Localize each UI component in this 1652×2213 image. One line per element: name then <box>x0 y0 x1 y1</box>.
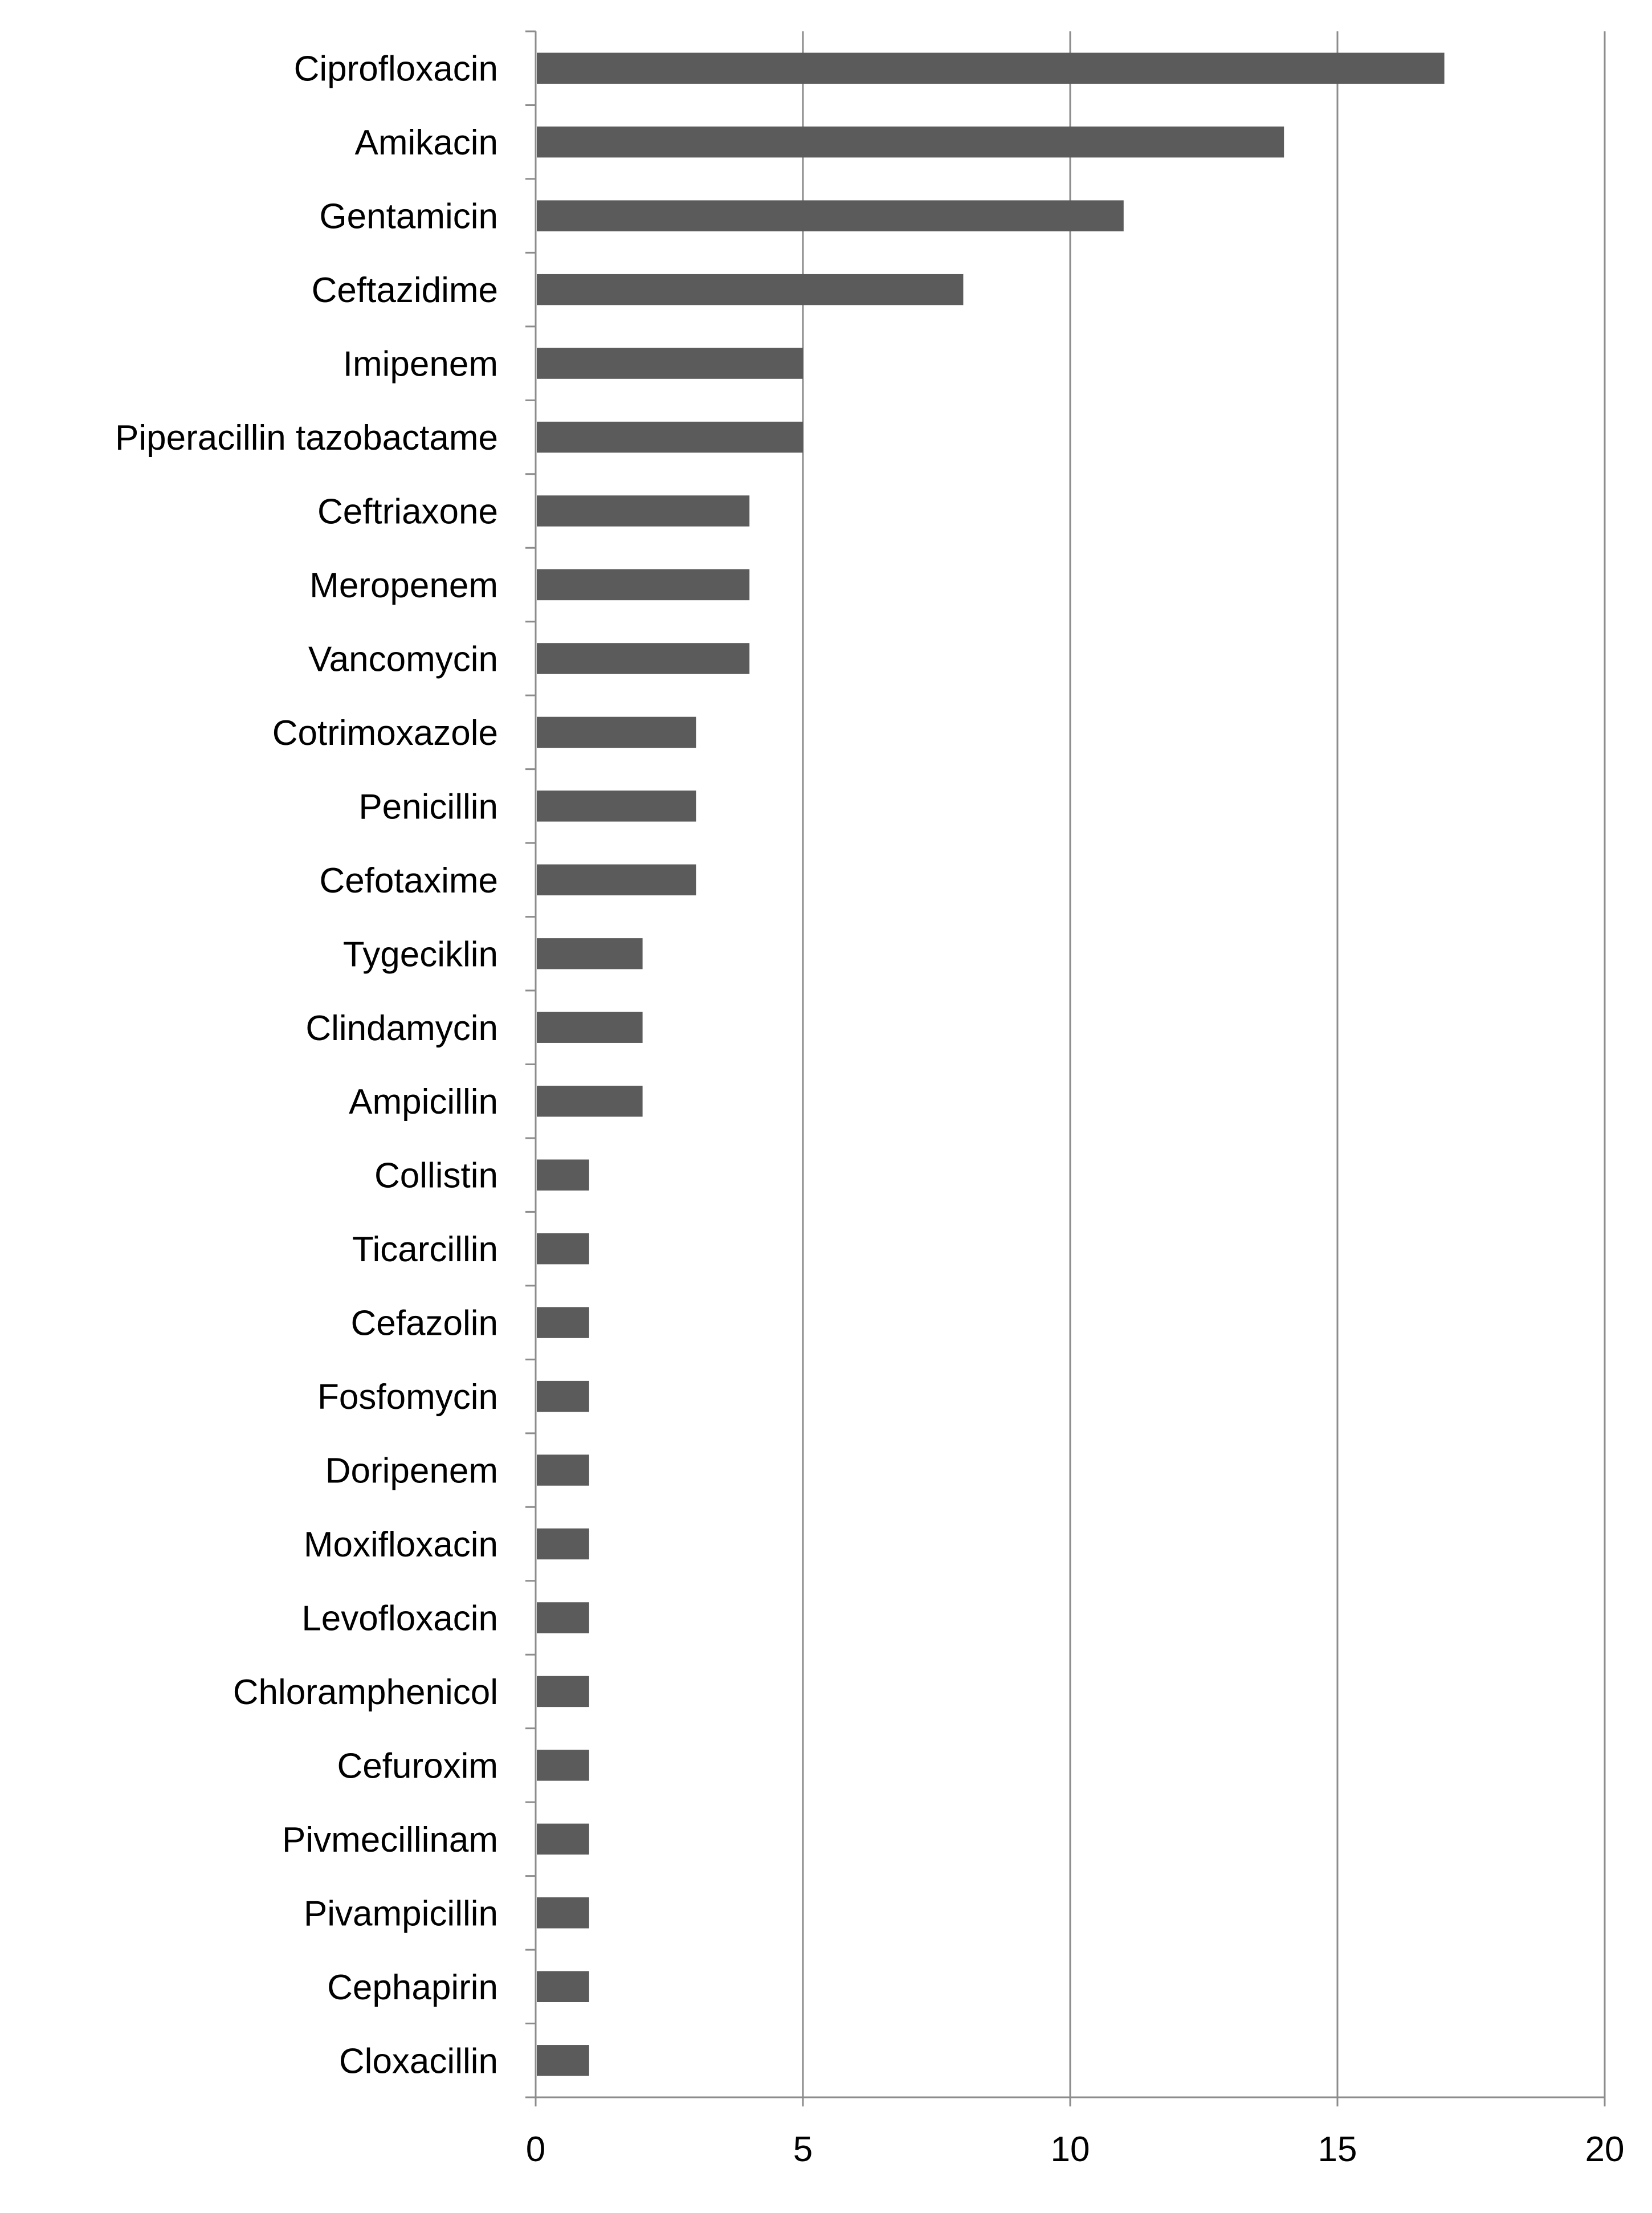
category-label: Ticarcillin <box>352 1230 498 1270</box>
bar-imipenem <box>537 348 803 378</box>
bar-ceftazidime <box>537 274 963 305</box>
bar-clindamycin <box>537 1012 643 1043</box>
category-label: Cotrimoxazole <box>272 713 498 753</box>
category-label: Piperacillin tazobactame <box>115 418 498 458</box>
bar-meropenem <box>537 569 749 600</box>
category-label: Ampicillin <box>349 1082 498 1122</box>
bar-cefazolin <box>537 1307 589 1338</box>
category-label: Imipenem <box>342 344 498 384</box>
x-tick-labels <box>526 2130 1625 2169</box>
category-label: Chloramphenicol <box>232 1672 498 1712</box>
bar-amikacin <box>537 127 1284 157</box>
category-label: Amikacin <box>354 123 498 163</box>
bars <box>537 53 1445 2076</box>
bar-moxifloxacin <box>537 1529 589 1559</box>
category-label: Vancomycin <box>308 639 498 679</box>
bar-ciprofloxacin <box>537 53 1445 84</box>
category-label: Cephapirin <box>327 1967 498 2007</box>
bar-ampicillin <box>537 1086 643 1116</box>
category-label: Pivampicillin <box>303 1894 498 1934</box>
axes <box>525 31 1605 2106</box>
bar-cefuroxim <box>537 1750 589 1780</box>
category-label: Collistin <box>374 1156 498 1196</box>
category-label: Levofloxacin <box>301 1599 498 1639</box>
category-label: Pivmecillinam <box>282 1820 498 1860</box>
bar-cefotaxime <box>537 865 696 895</box>
bar-cephapirin <box>537 1971 589 2002</box>
x-tick-label: 20 <box>1585 2130 1625 2169</box>
grid-lines <box>803 31 1605 2097</box>
bar-gentamicin <box>537 200 1124 231</box>
bar-doripenem <box>537 1454 589 1485</box>
bar-piperacillin-tazobactame <box>537 422 803 453</box>
x-tick-label: 0 <box>525 2130 546 2169</box>
bar-ticarcillin <box>537 1233 589 1264</box>
x-tick-label: 10 <box>1050 2130 1090 2169</box>
bar-tygeciklin <box>537 938 643 969</box>
bar-penicillin <box>537 790 696 821</box>
bar-collistin <box>537 1160 589 1191</box>
category-label: Cloxacillin <box>338 2041 498 2081</box>
category-label: Ceftazidime <box>311 271 498 311</box>
bar-vancomycin <box>537 643 749 674</box>
category-label: Gentamicin <box>319 197 498 237</box>
bar-levofloxacin <box>537 1602 589 1633</box>
category-label: Doripenem <box>325 1451 498 1491</box>
category-label: Cefotaxime <box>319 861 498 900</box>
category-label: Moxifloxacin <box>303 1525 498 1565</box>
bar-chloramphenicol <box>537 1676 589 1707</box>
category-label: Ceftriaxone <box>317 492 498 532</box>
category-label: Ciprofloxacin <box>293 49 498 89</box>
bar-cloxacillin <box>537 2045 589 2076</box>
x-tick-label: 15 <box>1317 2130 1357 2169</box>
category-label: Clindamycin <box>305 1008 498 1048</box>
category-label: Penicillin <box>358 787 498 827</box>
category-label: Cefazolin <box>350 1303 498 1343</box>
bar-pivmecillinam <box>537 1824 589 1855</box>
x-tick-label: 5 <box>793 2130 813 2169</box>
bar-fosfomycin <box>537 1381 589 1412</box>
category-label: Fosfomycin <box>317 1377 498 1417</box>
bar-cotrimoxazole <box>537 717 696 748</box>
category-label: Cefuroxim <box>337 1746 498 1786</box>
bar-ceftriaxone <box>537 495 749 526</box>
category-label: Tygeciklin <box>342 935 498 975</box>
bar-pivampicillin <box>537 1897 589 1928</box>
category-label: Meropenem <box>309 565 498 605</box>
category-labels <box>115 50 498 2081</box>
